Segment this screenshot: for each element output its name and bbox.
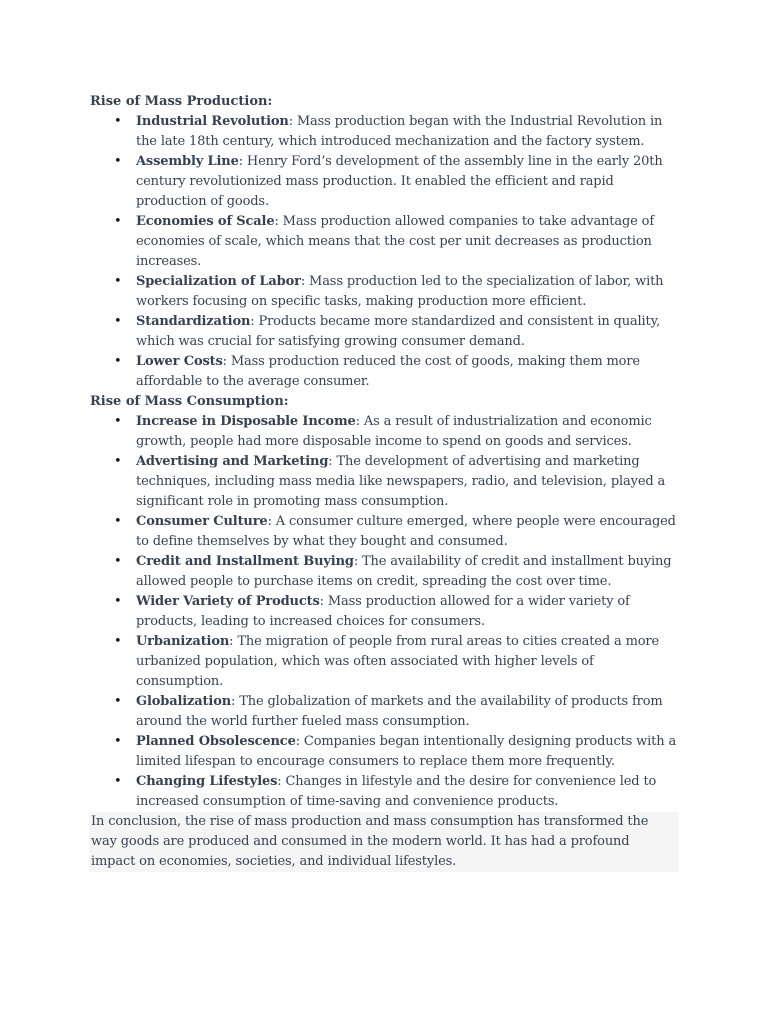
bullet-icon: • bbox=[114, 594, 122, 609]
document-page bbox=[90, 92, 682, 885]
list-item-term: Credit and Installment Buying bbox=[136, 554, 354, 569]
consumption-list bbox=[90, 412, 682, 812]
list-item-term: Changing Lifestyles bbox=[136, 774, 278, 789]
bullet-icon: • bbox=[114, 554, 122, 569]
list-item-text: : Companies began intentionally designing products with a limited lifespan to encourage consumers to replace them more frequently. bbox=[136, 734, 677, 769]
list-item-term: Industrial Revolution bbox=[136, 114, 289, 129]
list-item bbox=[90, 212, 682, 272]
list-item bbox=[90, 732, 682, 772]
bullet-icon: • bbox=[114, 314, 122, 329]
list-item bbox=[90, 632, 682, 692]
list-item-text: : The availability of credit and installment buying allowed people to purchase items on credit, spreading the cost over time. bbox=[136, 554, 672, 589]
list-item bbox=[90, 272, 682, 312]
list-item-term: Consumer Culture bbox=[136, 514, 268, 529]
list-item-term: Wider Variety of Products bbox=[136, 594, 320, 609]
list-item-text: : The globalization of markets and the availability of products from around the world further fueled mass consumption. bbox=[136, 694, 663, 729]
list-item-text: : The migration of people from rural areas to cities created a more urbanized population, which was often associated with higher levels of consumption. bbox=[136, 634, 660, 689]
list-item-text: : Changes in lifestyle and the desire for convenience led to increased consumption of time-saving and convenience products. bbox=[136, 774, 657, 809]
list-item-term: Lower Costs bbox=[136, 354, 223, 369]
section-heading-consumption: Rise of Mass Consumption: bbox=[90, 394, 289, 409]
section-heading-production: Rise of Mass Production: bbox=[90, 94, 273, 109]
bullet-icon: • bbox=[114, 114, 122, 129]
list-item bbox=[90, 312, 682, 352]
bullet-icon: • bbox=[114, 514, 122, 529]
list-item-term: Specialization of Labor bbox=[136, 274, 301, 289]
bullet-icon: • bbox=[114, 694, 122, 709]
list-item bbox=[90, 412, 682, 452]
list-item bbox=[90, 112, 682, 152]
list-item-text: : Mass production allowed companies to take advantage of economies of scale, which means that the cost per unit decreases as production increases. bbox=[136, 214, 655, 269]
list-item-term: Advertising and Marketing bbox=[136, 454, 329, 469]
production-list bbox=[90, 112, 682, 392]
list-item bbox=[90, 352, 682, 392]
list-item bbox=[90, 152, 682, 212]
conclusion-paragraph: In conclusion, the rise of mass production and mass consumption has transformed the way goods are produced and consumed in the modern world. It has had a profound impact on economies, societies, and individual lifestyles. bbox=[89, 812, 679, 872]
list-item-term: Urbanization bbox=[136, 634, 230, 649]
list-item-term: Increase in Disposable Income bbox=[136, 414, 356, 429]
bullet-icon: • bbox=[114, 414, 122, 429]
list-item bbox=[90, 512, 682, 552]
bullet-icon: • bbox=[114, 214, 122, 229]
list-item bbox=[90, 552, 682, 592]
list-item bbox=[90, 772, 682, 812]
list-item-term: Economies of Scale bbox=[136, 214, 275, 229]
bullet-icon: • bbox=[114, 734, 122, 749]
list-item-term: Planned Obsolescence bbox=[136, 734, 296, 749]
list-item-text: : Mass production allowed for a wider variety of products, leading to increased choices for consumers. bbox=[136, 594, 630, 629]
list-item bbox=[90, 452, 682, 512]
list-item-term: Globalization bbox=[136, 694, 232, 709]
list-item bbox=[90, 692, 682, 732]
list-item-term: Assembly Line bbox=[136, 154, 239, 169]
bullet-icon: • bbox=[114, 634, 122, 649]
list-item-term: Standardization bbox=[136, 314, 251, 329]
list-item bbox=[90, 592, 682, 632]
list-item-text: : Henry Ford’s development of the assembly line in the early 20th century revolutionized mass production. It enabled the efficient and rapid production of goods. bbox=[136, 154, 663, 209]
list-item-text: : Mass production began with the Industrial Revolution in the late 18th century, which introduced mechanization and the factory system. bbox=[136, 114, 663, 149]
bullet-icon: • bbox=[114, 454, 122, 469]
list-item-text: : The development of advertising and marketing techniques, including mass media like newspapers, radio, and television, played a significant role in promoting mass consumption. bbox=[136, 454, 666, 509]
bullet-icon: • bbox=[114, 154, 122, 169]
list-item-text: : As a result of industrialization and economic growth, people had more disposable income to spend on goods and services. bbox=[136, 414, 652, 449]
list-item-text: : Mass production led to the specialization of labor, with workers focusing on specific tasks, making production more efficient. bbox=[136, 274, 664, 309]
bullet-icon: • bbox=[114, 274, 122, 289]
bullet-icon: • bbox=[114, 354, 122, 369]
list-item-text: : Products became more standardized and consistent in quality, which was crucial for satisfying growing consumer demand. bbox=[136, 314, 661, 349]
bullet-icon: • bbox=[114, 774, 122, 789]
list-item-text: : Mass production reduced the cost of goods, making them more affordable to the average consumer. bbox=[136, 354, 640, 389]
list-item-text: : A consumer culture emerged, where people were encouraged to define themselves by what they bought and consumed. bbox=[136, 514, 676, 549]
